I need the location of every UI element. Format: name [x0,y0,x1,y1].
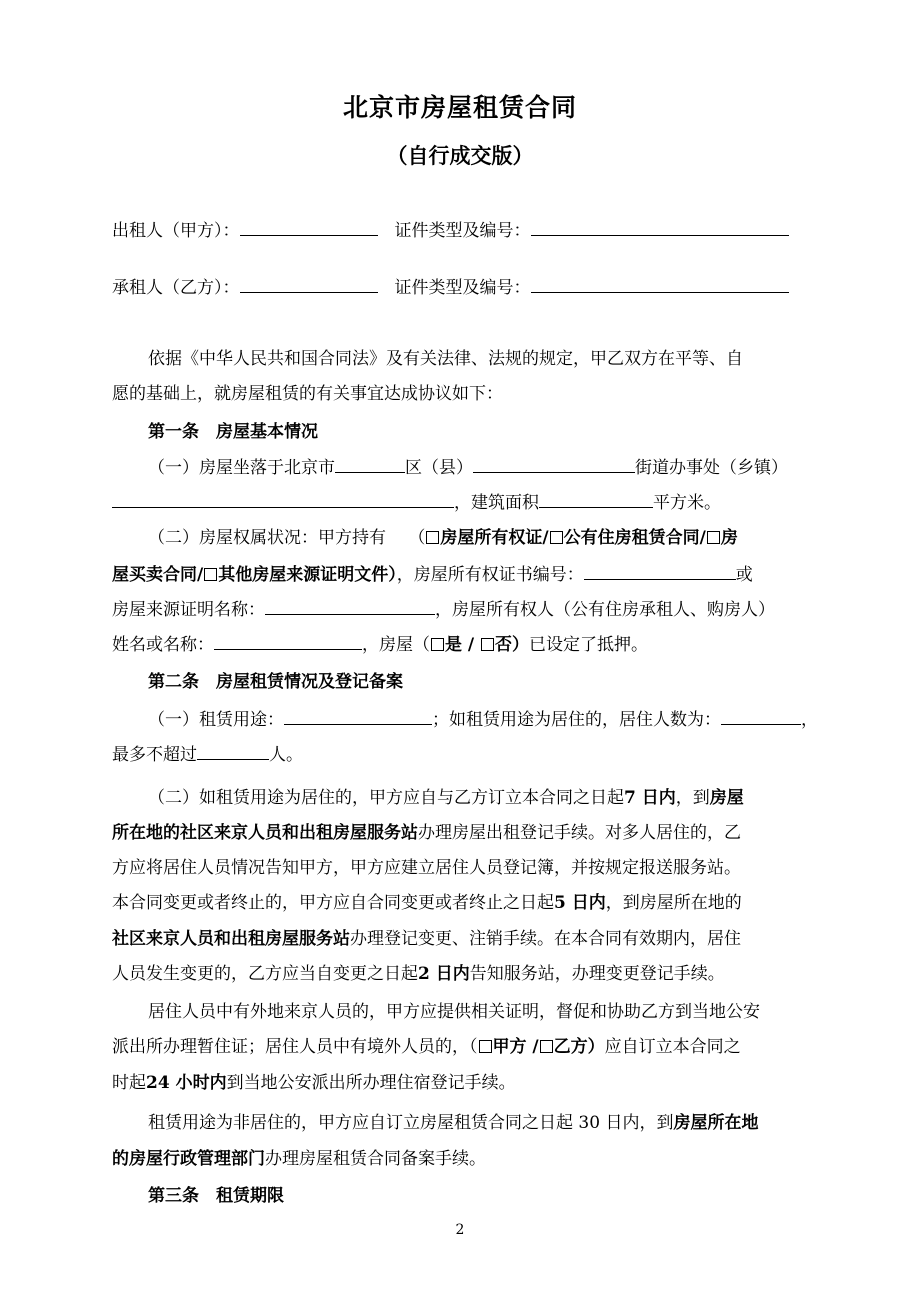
usage-blank[interactable] [284,707,432,725]
art2-p3-line2 [112,1035,822,1059]
art2-p1-line1 [148,707,858,731]
lessor-label: 出租人（甲方）： [112,221,240,241]
lessee-blank[interactable] [240,275,378,293]
text: 办理房屋租赁合同备案手续。 [265,1149,486,1169]
text: 已设定了抵押。 [529,635,649,655]
art2-p2-line5 [112,927,822,951]
text: 区（县） [405,458,473,478]
text: ，房屋所有权人（公有住房承租人、购房人） [435,600,775,620]
text: 24 小时内 [146,1073,227,1093]
area-blank[interactable] [539,490,653,508]
text: 街道办事处（乡镇） [635,458,788,478]
text: 到当地公安派出所办理住宿登记手续。 [226,1073,516,1093]
text: 告知服务站，办理变更登记手续。 [469,964,725,984]
lessor-blank[interactable] [240,218,378,236]
text: 平方米。 [653,493,721,513]
residents-blank[interactable] [721,707,801,725]
text: 人员发生变更的，乙方应当自变更之日起 [112,964,418,984]
art1-p1-line1 [148,455,858,479]
text: 房屋所在地 [673,1113,759,1133]
lessor-line [112,218,822,242]
text: 最多不超过 [112,745,197,765]
text: （一）租赁用途： [148,710,284,730]
text: 人。 [269,745,303,765]
art2-p2-line2 [112,821,822,845]
text: 社区来京人员和出租房屋服务站 [112,929,350,949]
article-1-heading: 第一条 房屋基本情况 [148,422,318,442]
art2-p2-line3: 方应将居住人员情况告知甲方，甲方应建立居住人员登记簿，并按规定报送服务站。 [112,858,741,878]
text: ，房屋所有权证书编号： [396,565,584,585]
text: 应自订立本合同之 [604,1037,741,1057]
art2-p3-line3 [112,1071,822,1095]
text: 7 日内 [624,788,676,808]
street-blank[interactable] [473,455,635,473]
intro-line-2: 愿的基础上，就房屋租赁的有关事宜达成协议如下： [112,384,503,404]
text: 公有住房租赁合同/ [563,528,706,548]
text: ，房屋（ [362,635,430,655]
text: （一）房屋坐落于北京市 [148,458,335,478]
text: （二）房屋权属状况：甲方持有 （ [148,528,426,548]
text: 派出所办理暂住证；居住人员中有境外人员的，（ [112,1037,478,1057]
text: 房 [720,528,738,548]
lessee-line [112,275,822,299]
text: 甲方 / [492,1037,539,1057]
art1-p1-line2 [112,490,822,514]
text: 其他房屋来源证明文件） [218,565,397,585]
text: ， [801,710,818,730]
text: ，到房屋所在地的 [605,893,742,913]
source-doc-blank[interactable] [265,597,435,615]
text: 时起 [112,1073,146,1093]
text: 2 日内 [418,964,470,984]
cert-number-blank[interactable] [584,562,736,580]
max-residents-blank[interactable] [197,742,269,760]
document-subtitle: （自行成交版） [386,144,534,168]
checkbox-public-lease[interactable] [550,531,563,544]
owner-name-blank[interactable] [214,632,362,650]
text: 办理登记变更、注销手续。在本合同有效期内，居住 [350,929,741,949]
text: 屋买卖合同/ [112,565,204,585]
text: 是 / [445,635,481,655]
lessee-id-label: 证件类型及编号： [394,278,531,298]
checkbox-mortgage-no[interactable] [481,638,494,651]
lessee-id-blank[interactable] [531,275,789,293]
article-3-heading: 第三条 租赁期限 [148,1186,284,1206]
text: ；如租赁用途为居住的，居住人数为： [432,710,721,730]
checkbox-purchase[interactable] [707,531,720,544]
art1-p2-line2 [112,562,822,586]
text: 办理房屋出租登记手续。对多人居住的，乙 [418,823,741,843]
checkbox-ownership-cert[interactable] [426,531,439,544]
text: ，到 [675,788,710,808]
text: 或 [735,565,753,585]
article-2-heading: 第二条 房屋租赁情况及登记备案 [148,672,403,692]
text: 乙方） [553,1037,605,1057]
text: 房屋来源证明名称： [112,600,265,620]
document-title: 北京市房屋租赁合同 [342,93,577,122]
art2-p2-line6 [112,962,822,986]
intro-line-1: 依据《中华人民共和国合同法》及有关法律、法规的规定，甲乙双方在平等、自 [148,349,743,369]
checkbox-party-a[interactable] [479,1040,492,1053]
text: 5 日内 [554,893,606,913]
art2-p2-line1 [148,786,858,810]
checkbox-other-doc[interactable] [204,568,217,581]
text: 本合同变更或者终止的，甲方应自合同变更或者终止之日起 [112,893,554,913]
text: 租赁用途为非居住的，甲方应自订立房屋租赁合同之日起 30 日内，到 [148,1113,674,1133]
text: ，建筑面积 [454,493,539,513]
page-number: 2 [455,1222,465,1238]
lessee-label: 承租人（乙方）： [112,278,240,298]
art2-p4-line2 [112,1147,822,1171]
art2-p1-line2 [112,742,822,766]
art2-p3-line1: 居住人员中有外地来京人员的，甲方应提供相关证明，督促和协助乙方到当地公安 [148,1002,760,1022]
checkbox-mortgage-yes[interactable] [431,638,444,651]
text: 房屋 [709,788,744,808]
district-blank[interactable] [335,455,405,473]
text: 姓名或名称： [112,635,214,655]
checkbox-party-b[interactable] [540,1040,553,1053]
text: （二）如租赁用途为居住的，甲方应自与乙方订立本合同之日起 [148,788,624,808]
text: 房屋所有权证/ [440,528,549,548]
address-blank[interactable] [112,490,454,508]
text: 否） [495,635,530,655]
art1-p2-line1 [148,526,858,550]
text: 的房屋行政管理部门 [112,1149,265,1169]
lessor-id-blank[interactable] [531,218,789,236]
art1-p2-line3 [112,597,822,621]
art2-p2-line4 [112,891,822,915]
art2-p4-line1 [148,1111,858,1135]
lessor-id-label: 证件类型及编号： [394,221,531,241]
text: 所在地的社区来京人员和出租房屋服务站 [112,823,418,843]
art1-p2-line4 [112,632,822,656]
